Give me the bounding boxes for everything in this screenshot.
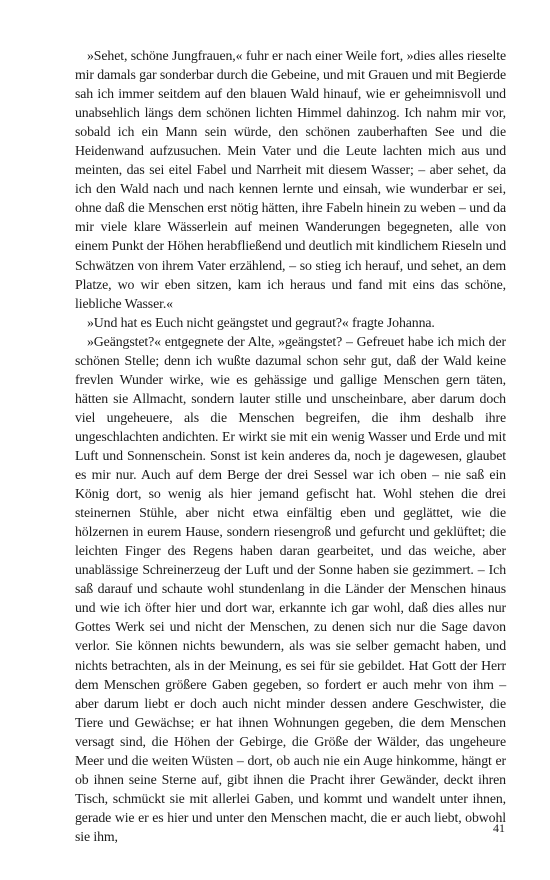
paragraph-3: »Geängstet?« entgegnete der Alte, »geängstet? – Gefreuet habe ich mich der schönen Stelle; denn ich wußte dazumal schon sehr gut, daß der Wald keine frevlen Wunder wirke, wie es gehässige und gallige Menschen gern täten, hätten sie Allmacht, sondern lauter stille und unscheinbare, aber darum doch viel ungeheuere, als die Menschen begreifen, die ihm deshalb ihre ungeschlachten andichten. Er wirkt sie mit ein wenig Wasser und Erde und mit Luft und Sonnenschein. Sonst ist kein anderes da, noch je dagewesen, glaubet es mir nur. Auch auf dem Berge der drei Sessel war ich oben – nie saß ein König dort, so wenig als hier jemand gefischt hat. Wohl stehen die drei steinernen Stühle, aber nicht etwa einfältig eben und geglättet, wie die hölzernen in eurem Hause, sondern riesengroß und gefurcht und geklüftet; die leichten Finger des Regens haben daran gearbeitet, und das weiche, aber unablässige Schreinerzeug der Luft und der Sonne haben sie gezimmert. – Ich saß darauf und schaute wohl stundenlang in die Länder der Menschen hinaus und wie ich öfter hier und dort war, erkannte ich gar wohl, daß dies alles nur Gottes Werk sei und nicht der Menschen, zu denen sich nur die Sage davon verlor. Sie können nichts bewundern, als was sie selber gemacht haben, und nichts betrachten, als in der Meinung, es sei für sie gebildet. Hat Gott der Herr dem Menschen größere Gaben gegeben, so fordert er auch mehr von ihm – aber darum liebt er doch auch nicht minder dessen andere Geschwister, die Tiere und Gewächse; er hat ihnen Wohnungen gegeben, die dem Menschen versagt sind, die Höhen der Gebirge, die Größe der Wälder, das ungeheure Meer und die weiten Wüsten – dort, ob auch nie ein Auge hinkomme, hängt er ob ihnen seine Sterne auf, gibt ihnen die Pracht ihrer Gewänder, deckt ihren Tisch, schmückt sie mit allerlei Gaben, und kommt und wandelt unter ihnen, gerade wie er es hier und unter den Menschen macht, die er auch liebt, obwohl sie ihm, <box>75 333 506 844</box>
page-number: 41 <box>493 821 505 835</box>
paragraph-2: »Und hat es Euch nicht geängstet und gegraut?« fragte Johanna. <box>87 314 435 330</box>
body-text <box>75 46 506 846</box>
paragraph-1: »Sehet, schöne Jungfrauen,« fuhr er nach einer Weile fort, »dies alles rieselte mir damals gar sonderbar durch die Gebeine, und mit Grauen und mit Begierde sah ich immer seitdem auf den blauen Wald hinauf, wie er geheimnisvoll und unabsehlich längs dem schönen lichten Himmel dahinzog. Ich nahm mir vor, sobald ich ein Mann sein würde, den schönen zauberhaften See und die Heidenwand aufzusuchen. Mein Vater und die Leute lachten mich aus und meinten, das sei eitel Fabel und Narrheit mit diesem Wasser; – aber sehet, da ich den Wald nach und nach kennen lernte und einsah, wie wunderbar er sei, ohne daß die Menschen erst nötig hätten, ihre Fabeln hinein zu weben – und da mir viele klare Wässerlein auf meinen Wanderungen begegneten, alle von einem Punkt der Höhen herabfließend und deutlich mit kindlichem Rieseln und Schwätzen von ihrem Vater erzählend, – so stieg ich herauf, und sehet, an dem Platze, wo wir eben sitzen, kam ich heraus und fand mit eins das schöne, liebliche Wasser.« <box>75 48 506 311</box>
